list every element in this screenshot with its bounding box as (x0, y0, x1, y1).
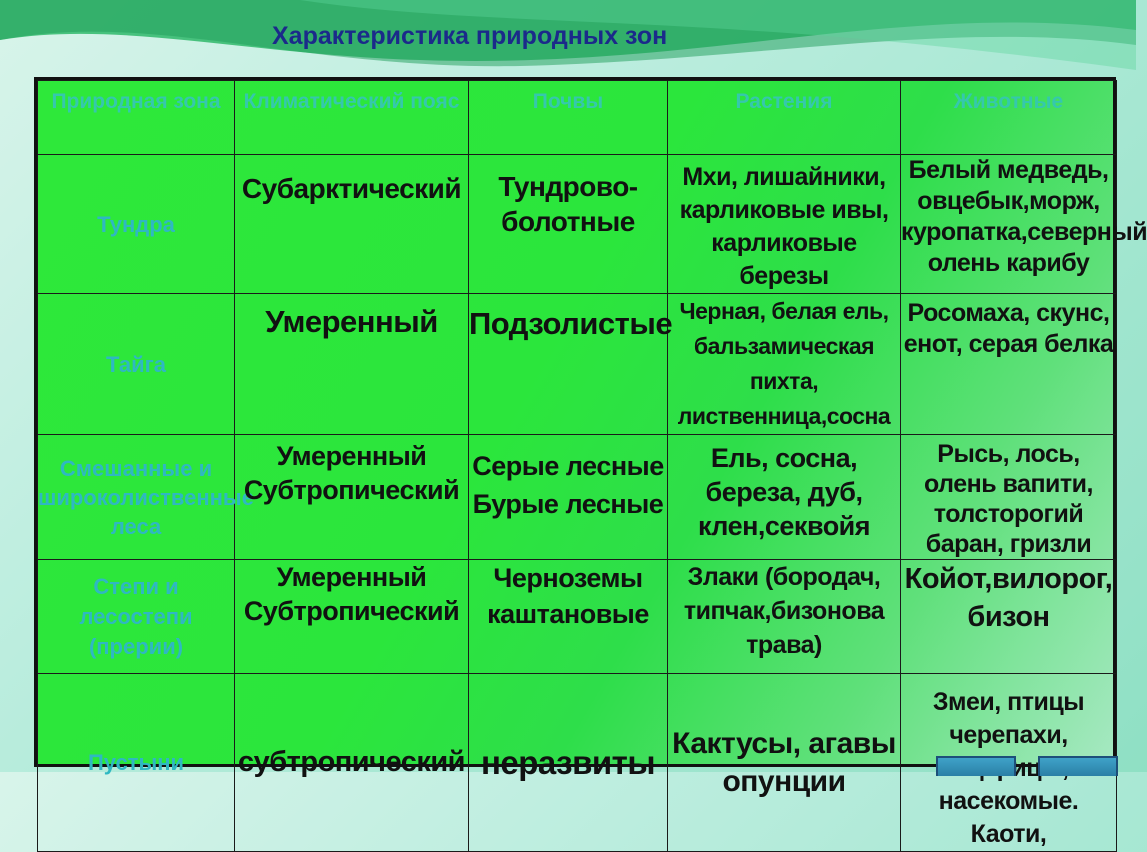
climate-cell: субтропический (235, 674, 469, 852)
header-soil: Почвы (469, 81, 668, 155)
soil-cell: неразвиты (469, 674, 668, 852)
animals-cell: Койот,вилорог, бизон (901, 560, 1117, 674)
zone-cell: Степи и лесостепи (прерии) (38, 560, 235, 674)
plants-cell: Кактусы, агавы опунции (668, 674, 901, 852)
soil-cell: Черноземы каштановые (469, 560, 668, 674)
plants-cell: Злаки (бородач, типчак,бизонова трава) (668, 560, 901, 674)
zone-cell: Пустыни (38, 674, 235, 852)
zones-table (34, 77, 1147, 848)
climate-cell: Умеренный Субтропический (235, 560, 469, 674)
slide-title: Характеристика природных зон (272, 22, 668, 50)
table-row (38, 155, 1117, 294)
plants-cell: Мхи, лишайники, карликовые ивы, карликовые березы (668, 155, 901, 294)
table-row (38, 435, 1117, 560)
climate-cell: Умеренный (235, 294, 469, 435)
animals-cell: Змеи, птицы черепахи, насекомые. Каоти, (901, 674, 1117, 852)
header-climate: Климатический пояс (235, 81, 469, 155)
zone-cell: Тундра (38, 155, 235, 294)
header-plants: Растения (668, 81, 901, 155)
zone-cell: Смешанные и широколиственные леса (38, 435, 235, 560)
soil-cell: Тундрово-болотные (469, 155, 668, 294)
climate-cell: Субарктический (235, 155, 469, 294)
nav-prev-button[interactable] (936, 756, 1016, 776)
table-row (38, 294, 1117, 435)
table-row (38, 560, 1117, 674)
animals-cell: Белый медведь, овцебык,морж, куропатка,северный олень карибу (901, 155, 1117, 294)
plants-cell: Черная, белая ель, бальзамическая пихта, лиственница,сосна (668, 294, 901, 435)
table-header-row (38, 81, 1117, 155)
zone-cell: Тайга (38, 294, 235, 435)
animals-cell: Рысь, лось, олень вапити, толсторогий баран, гризли (901, 435, 1117, 560)
header-animals: Животные (901, 81, 1117, 155)
climate-cell: Умеренный Субтропический (235, 435, 469, 560)
nav-next-button[interactable] (1038, 756, 1118, 776)
soil-cell: Серые лесные Бурые лесные (469, 435, 668, 560)
plants-cell: Ель, сосна, береза, дуб, клен,секвойя (668, 435, 901, 560)
header-zone: Природная зона (38, 81, 235, 155)
soil-cell: Подзолистые (469, 294, 668, 435)
animals-cell: Росомаха, скунс, енот, серая белка (901, 294, 1117, 435)
